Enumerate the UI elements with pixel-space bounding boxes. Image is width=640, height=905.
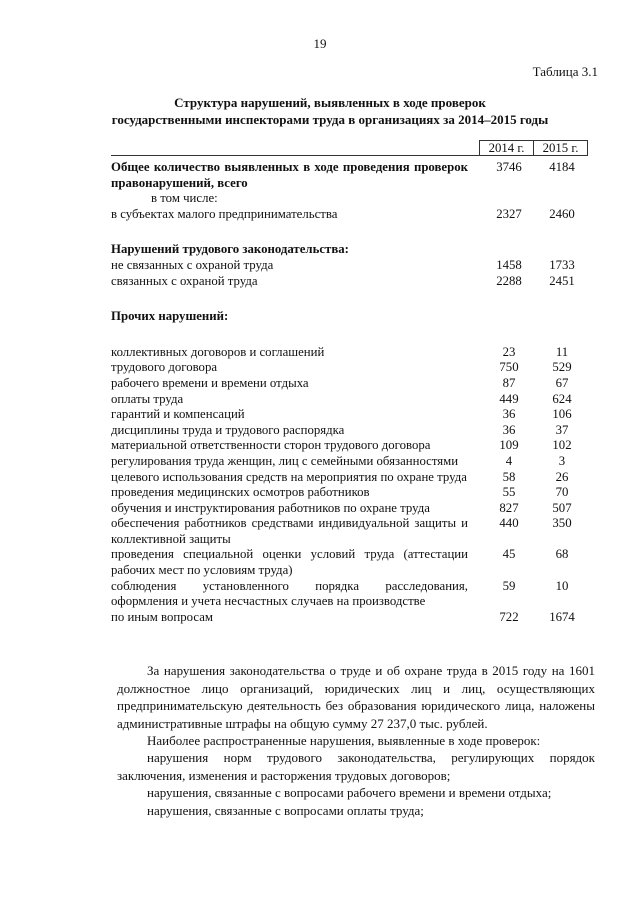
total-label: Общее количество выявленных в ходе проведения проверок правонарушений, всего (111, 160, 468, 190)
labor-section-header (111, 242, 588, 258)
other-header-label: Прочих нарушений: (111, 309, 229, 324)
other-row-2015: 529 (552, 360, 572, 375)
table-header-row (111, 140, 588, 156)
other-row-label: коллективных договоров и соглашений (111, 344, 325, 359)
other-row-label: целевого использования средств на мероприятия по охране труда (111, 469, 467, 484)
other-row-2015: 70 (555, 485, 569, 500)
other-row (111, 454, 588, 470)
column-header-2014: 2014 г. (479, 140, 533, 155)
other-row-label: проведения медицинских осмотров работников (111, 485, 370, 500)
other-row (111, 579, 588, 610)
other-row-2014: 109 (499, 438, 519, 453)
other-row-label: материальной ответственности сторон трудового договора (111, 438, 431, 453)
including-row (111, 191, 588, 207)
other-row-label: соблюдения установленного порядка расследования, оформления и учета несчастных случаев на производстве (111, 578, 468, 609)
other-row-label: проведения специальной оценки условий труда (аттестации рабочих мест по условиям труда) (111, 547, 468, 578)
bullet-pay: нарушения, связанные с вопросами оплаты труда; (147, 803, 424, 818)
labor-row-2015: 1733 (549, 257, 575, 272)
other-row (111, 610, 588, 626)
other-row-label: оплаты труда (111, 391, 184, 406)
other-row-label: обеспечения работников средствами индивидуальной защиты и коллективной защиты (111, 516, 468, 546)
other-row (111, 516, 588, 547)
other-row-2014: 722 (499, 609, 519, 624)
other-row-2015: 350 (552, 516, 572, 531)
paragraph-common-violations: Наиболее распространенные нарушения, выявленные в ходе проверок: (147, 733, 541, 748)
total-row (111, 160, 588, 191)
table-title-line1: Структура нарушений, выявленных в ходе проверок (174, 95, 486, 110)
other-row (111, 485, 588, 501)
bullet-contracts: нарушения норм трудового законодательства, регулирующих порядок заключения, изменения и расторжения трудовых договоров; (117, 750, 595, 783)
other-row-2015: 67 (555, 375, 569, 390)
small-business-row (111, 207, 588, 223)
other-row-2015: 11 (555, 344, 569, 359)
other-row-2015: 624 (552, 391, 572, 406)
other-row (111, 407, 588, 423)
other-row-2015: 26 (555, 469, 569, 484)
other-row-2014: 4 (505, 453, 513, 468)
other-row-2014: 750 (499, 360, 519, 375)
other-row-label: регулирования труда женщин, лиц с семейными обязанностями (111, 453, 459, 468)
small-business-label: в субъектах малого предпринимательства (111, 206, 338, 221)
labor-row-2014: 2288 (496, 273, 522, 288)
other-row-label: гарантий и компенсаций (111, 407, 245, 422)
table-label: Таблица 3.1 (532, 64, 598, 79)
including-label: в том числе: (151, 191, 218, 206)
small-business-2015: 2460 (549, 206, 575, 221)
other-row-2015: 102 (552, 438, 572, 453)
other-row-label: по иным вопросам (111, 609, 213, 624)
other-rows (111, 345, 588, 626)
total-2014: 3746 (496, 160, 522, 174)
other-row (111, 360, 588, 376)
other-row-2014: 449 (499, 391, 519, 406)
labor-row (111, 258, 588, 274)
other-row-2015: 3 (558, 453, 566, 468)
other-row-2015: 106 (552, 407, 572, 422)
other-row-2015: 37 (555, 422, 569, 437)
other-row-2014: 440 (499, 516, 519, 531)
other-row-2014: 55 (502, 485, 516, 500)
labor-row (111, 274, 588, 290)
other-row (111, 501, 588, 517)
labor-row-label: связанных с охраной труда (111, 273, 258, 288)
other-row (111, 392, 588, 408)
other-row-2014: 36 (502, 422, 516, 437)
column-header-2015: 2015 г. (533, 140, 588, 155)
other-row-2014: 58 (502, 469, 516, 484)
other-row (111, 547, 588, 578)
labor-row-2014: 1458 (496, 257, 522, 272)
labor-row-2015: 2451 (549, 273, 575, 288)
other-row (111, 438, 588, 454)
other-row-label: обучения и инструктирования работников по охране труда (111, 500, 430, 515)
table-title-line2: государственными инспекторами труда в организациях за 2014–2015 годы (111, 112, 549, 127)
other-row-label: рабочего времени и времени отдыха (111, 375, 309, 390)
other-row-2014: 23 (502, 344, 516, 359)
other-row (111, 470, 588, 486)
other-row-label: дисциплины труда и трудового распорядка (111, 422, 345, 437)
other-row (111, 423, 588, 439)
labor-row-label: не связанных с охраной труда (111, 257, 274, 272)
page-number: 19 (313, 36, 327, 51)
other-row-label: трудового договора (111, 360, 218, 375)
labor-rows (111, 258, 588, 289)
labor-header-label: Нарушений трудового законодательства: (111, 242, 349, 257)
bullet-working-time: нарушения, связанные с вопросами рабочего времени и времени отдыха; (147, 785, 552, 800)
other-row-2014: 36 (502, 407, 516, 422)
other-section-header (111, 309, 588, 325)
other-row-2015: 1674 (549, 609, 575, 624)
violations-table (111, 140, 588, 625)
paragraph-fines: За нарушения законодательства о труде и об охране труда в 2015 году на 1601 должностное лицо организаций, юридических лиц и лиц, осуществляющих предпринимательскую деятельность без образования юридического лица, наложены административные штрафы на общую сумму 27 237,0 тыс. рублей. (117, 663, 595, 731)
other-row-2014: 59 (502, 578, 516, 593)
other-row-2014: 87 (502, 375, 516, 390)
other-row (111, 376, 588, 392)
table-title (60, 94, 600, 128)
small-business-2014: 2327 (496, 206, 522, 221)
other-row-2015: 10 (555, 578, 569, 593)
other-row (111, 345, 588, 361)
other-row-2015: 68 (555, 547, 569, 562)
other-row-2014: 827 (499, 500, 519, 515)
other-row-2014: 45 (502, 547, 516, 562)
other-row-2015: 507 (552, 500, 572, 515)
total-2015: 4184 (549, 160, 575, 174)
